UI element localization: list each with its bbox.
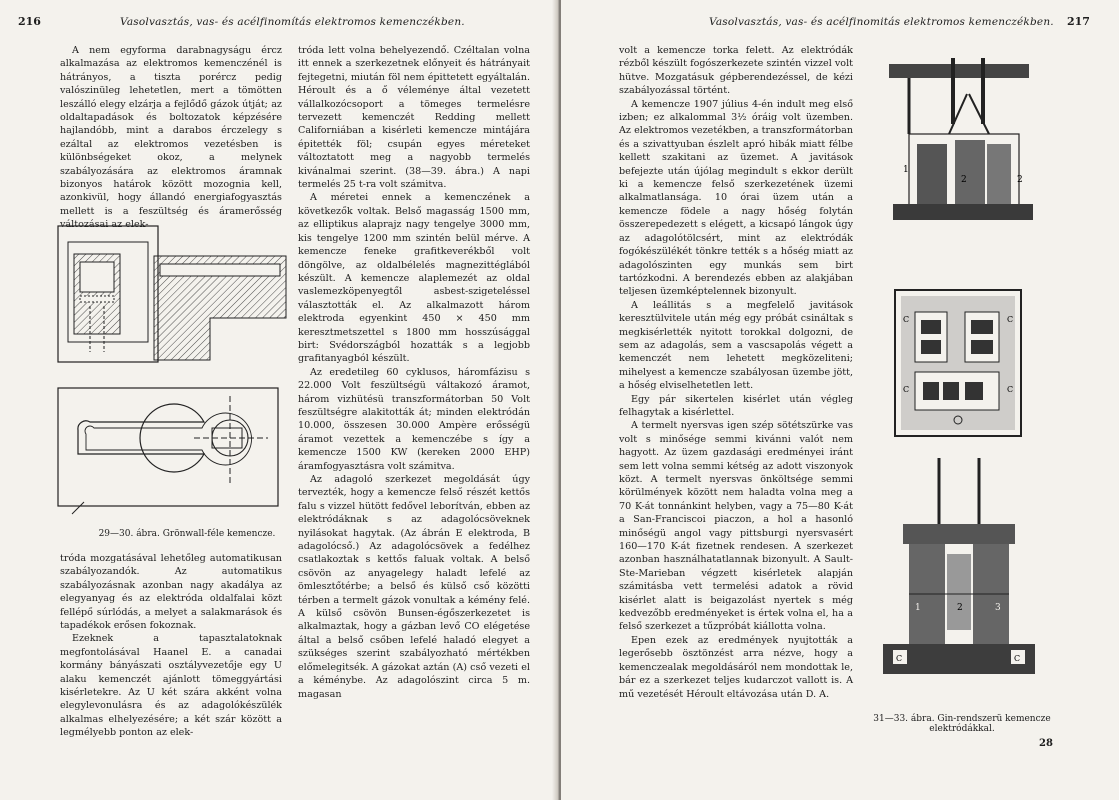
left-col1-bottom [60, 552, 282, 740]
paragraph: Egy pár sikertelen kisérlet után végleg felhagytak a kisérlettel. [619, 393, 853, 418]
figure-caption-31-33: 31—33. ábra. Gin-rendszerü kemencze elektródákkal. [873, 714, 1051, 734]
fig-label: 2 [957, 603, 963, 613]
page-number-right: 217 [1067, 15, 1090, 28]
figure-caption-29-30: 29—30. ábra. Grönwall-féle kemencze. [98, 529, 276, 539]
left-col2 [298, 44, 530, 701]
right-page [561, 0, 1119, 800]
right-col1 [619, 44, 853, 701]
paragraph: Az eredetileg 60 cyklusos, háromfázisu s 22.000 Volt feszültségü váltakozó áramot, három vizhütésü transzformátorban 50 Volt feszültségre alakitották át; minden elektródán 10.000, összesen 30.000 Ampère erősségü áramot vezettek a kemenczébe s így a kemencze 1500 KW (kereken 2000 EHP) áramfogyasztásra volt számitva. [298, 366, 530, 472]
paragraph: A leállitás s a megfelelő javitások keresztülvitele után még egy próbát csináltak s megkisérlették nyitott torokkal dolgozni, de sem az adagolás, sem a vascsapolás végett a kemenczét nem lehetett megközeliteni; mihelyest a kemencze szabályosan üzembe jött, a hőség elviselhetetlen lett. [619, 299, 853, 392]
gin-furnace-drawing [879, 54, 1039, 720]
left-page [0, 0, 558, 800]
left-col1-top [60, 44, 282, 232]
paragraph: Ezeknek a tapasztalatoknak megfontolásával Haanel E. a canadai kormány bányászati osztályvezetője egy U alaku kemenczét ajánlott tömeggyártási kisérletekre. Az U két szára akként volna elegylevonulásra és az adagolókészülék alkalmas elhelyezésére; a két szár között a legmélyebb ponton az elek- [60, 633, 282, 739]
paragraph: A termelt nyersvas igen szép sötétszürke vas volt s minősége semmi kivánni valót nem hagyott. Az üzem gazdasági eredményei iránt sem lett volna semmi kétség az adott viszonyok közt. A termelt nyersvas önköltsége semmi körülmények között nem haladta volna meg a 70 K-át tonnánkint helyben, vagy a 75—80 K-át a San-Franciscoi piaczon, a hol a hasonló minőségü angol vagy pittsburgi nyersvasért 160—170 K-át fizetnek rendesen. A szerkezet azonban használhatatlannak bizonyult. A Sault-Ste-Marieban végzett kisérletek alapján számitásba vett termelési adatok a rövid kisérlet alatt is beigazolást nyertek s még kedvezőbb eredményeket is értek volna el, ha a felső szerkezet a tűzpróbát kiállotta volna. [619, 420, 853, 633]
gronwall-furnace-drawing [54, 222, 290, 522]
paragraph: A méretei ennek a kemenczének a következők voltak. Belső magasság 1500 mm, az elliptikus alaprajz nagy tengelye 3000 mm, kis tengelye 1200 mm szintén belül mérve. A kemencze feneke grafitkeverékből volt döngölve, az oldalbélelés magnezittéglából készült. A kemencze alaplemezét az oldal vaslemezköpenyegtől asbest-szigeteléssel választották el. Az alkalmazott három elektroda egyenkint 450 × 450 mm keresztmetszettel s 1800 mm hosszúsággal birt: Svédországból hozatták s a legjobb grafitanyagból készült. [298, 192, 530, 365]
running-head-right: Vasolvasztás, vas- és acélfinomitás elektromos kemenczékben. [709, 16, 1054, 28]
figure-31-33 [879, 54, 1039, 720]
figure-29-30 [54, 222, 290, 522]
paragraph: tróda mozgatásával lehetőleg automatikusan szabályozandók. Az automatikus szabályozásnak azonban nagy akadálya az elegyanyag és az elektróda oldalfalai közt fellépő súrlódás, a melyet a salakmarások és tapadékok erősen fokoznak. [60, 553, 282, 632]
fig-label: C [896, 654, 903, 663]
fig-label: 1 [915, 603, 921, 613]
fig-label: C [1007, 385, 1014, 394]
fig-label: 1 [903, 165, 909, 175]
fig-label: 2 [1017, 175, 1023, 185]
paragraph: A nem egyforma darabnagyságu ércz alkalmazása az elektromos kemenczénél is hátrányos, a tiszta porércz pedig valószinüleg lehetetlen, mert a tömötten leszálló elegy elzárja a fejlődő gázok útját; az oldaltapadások és boltozatok képzésére hajlandóbb, mint a darabos érczelegy s ezáltal az elektromos vezetésben is különbségeket okoz, a melynek szabályozására az elektromos áramnak bizonyos határok között mozognia kell, azonkivül, hogy állandó energiafogyasztás mellett is a feszültség és áramerősség változásai az elek- [60, 45, 282, 231]
fig-label: C [903, 315, 910, 324]
paragraph: volt a kemencze torka felett. Az elektródák rézből készült fogószerkezete szintén vizzel volt hütve. Mozgatásuk gépberendezéssel, de kézi szabályozással történt. [619, 45, 853, 97]
fig-label: C [1007, 315, 1014, 324]
paragraph: Az adagoló szerkezet megoldását úgy tervezték, hogy a kemencze felső részét kettős falu s vizzel hütött fedővel leborítván, ebben az elektródáknak s az adagolócsöveknek nyilásokat hagytak. (Az ábrán E elektroda, B adagolócső.) Az adagolócsövek a fedélhez csatlakoztak s kettős faluak voltak. A belső csövön az anyagelegy haladt lefelé az ömlesztőtérbe; a belső és külső cső közötti térben a termelt gázok vonultak a kémény felé. A külső csövön Bunsen-égőszerkezetet is alkalmaztak, hogy a gázban levő CO elégetése által a belső csőben lefelé haladó elegyet a szükséges szerint szabályozható mértékben előmelegitsék. A gázokat aztán (A) cső vezeti el a kéménybe. Az adagolószint circa 5 m. magasan [298, 474, 530, 700]
paragraph: tróda lett volna behelyezendő. Czéltalan volna itt ennek a szerkezetnek előnyeit és hátrányait fejtegetni, miután föl nem épittetett egyáltalán. Héroult és a ő véleménye által vezetett vállalkozócsoport a tömeges termelésre tervezett kemenczét Redding mellett Californiában a kisérleti kemencze mintájára épitették föl; csupán egyes méreteket változtatott meg a nagyobb termelés kivánalmai szerint. (38—39. ábra.) A napi termelés 25 t-ra volt számitva. [298, 45, 530, 191]
page-number-left: 216 [18, 15, 41, 28]
signature-mark: 28 [1039, 738, 1053, 749]
fig-label: C [1014, 654, 1021, 663]
fig-label: 3 [995, 603, 1001, 613]
fig-label: 2 [961, 175, 967, 185]
running-head-left: Vasolvasztás, vas- és acélfinomítás elektromos kemenczékben. [120, 16, 465, 28]
paragraph: A kemencze 1907 július 4-én indult meg első izben; ez alkalommal 3½ óráig volt üzemben. Az elektromos vezetékben, a transzformátorban és a szivattyuban észlelt apró hibák miatt félbe kellett szakitani az üzemet. A javitások befejezte után újólag megindult s ekkor derült ki a kemencze felső szerkezetének üzemi alkalmatlansága. 10 órai üzem után a kemencze födele a nagy hőség folytán összerepedezett s elégett, a kicsapó lángok úgy az adagolótölcsért, mint az elektródák fogókészülékét tönkre tették s a hőség miatt az adagolószinten egy munkás sem birt tartózkodni. A berendezés ebben az alakjában teljesen üzemképtelennek bizonyult. [619, 98, 853, 298]
paragraph: Epen ezek az eredmények nyujtották a legerősebb ösztönzést arra nézve, hogy a kemenczealak megoldásáról nem mondottak le, bár ez a szerkezet teljes kudarczot vallott is. A mű vezetését Héroult eltávozása után D. A. [619, 634, 853, 700]
fig-label: C [903, 385, 910, 394]
